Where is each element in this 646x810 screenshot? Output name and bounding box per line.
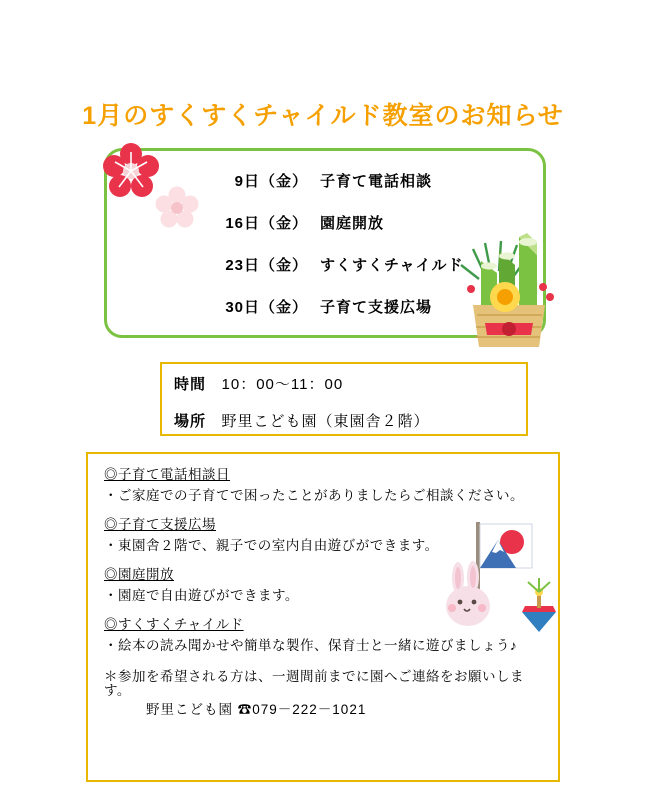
schedule-row (104, 254, 546, 296)
details-content (86, 452, 560, 782)
detail-body: ・絵本の読み聞かせや簡単な製作、保育士と一緒に遊びましょう♪ (104, 637, 518, 653)
detail-body: ・東園舎２階で、親子での室内自由遊びができます。 (104, 537, 439, 553)
schedule-name: すくすくチャイルド (320, 257, 464, 274)
contact-line: 野里こども園 ☎079－222－1021 (146, 702, 367, 717)
schedule-list (104, 148, 546, 338)
schedule-row (104, 212, 546, 254)
info-time-line (174, 373, 343, 394)
schedule-date: 23日（金） (225, 257, 308, 274)
page-title: 1月のすくすくチャイルド教室のお知らせ (82, 102, 564, 130)
schedule-row (104, 170, 546, 212)
detail-heading: ◎子育て電話相談日 (104, 467, 230, 482)
info-place-value: 野里こども園（東園舎２階） (221, 413, 430, 430)
participation-note: ＊参加を希望される方は、一週間前までに園へご連絡をお願いします。 (104, 669, 524, 698)
info-time-label: 時間 (174, 376, 207, 393)
detail-section (104, 618, 544, 652)
schedule-name: 子育て支援広場 (320, 299, 433, 316)
detail-body: ・ご家庭での子育てで困ったことがありましたらご相談ください。 (104, 487, 524, 503)
info-time-value: 10：00～11：00 (221, 376, 344, 393)
detail-section (104, 468, 544, 502)
schedule-date: 9日（金） (234, 173, 308, 190)
schedule-date: 30日（金） (225, 299, 308, 316)
detail-heading: ◎園庭開放 (104, 567, 174, 582)
info-place-line (174, 410, 430, 431)
detail-body: ・園庭で自由遊びができます。 (104, 587, 299, 603)
schedule-name: 子育て電話相談 (320, 173, 433, 190)
schedule-row (104, 296, 546, 338)
schedule-name: 園庭開放 (320, 215, 385, 232)
detail-section (104, 518, 544, 552)
info-place-label: 場所 (174, 413, 207, 430)
detail-heading: ◎すくすくチャイルド (104, 617, 244, 632)
schedule-date: 16日（金） (225, 215, 308, 232)
detail-section (104, 568, 544, 602)
detail-heading: ◎子育て支援広場 (104, 517, 216, 532)
